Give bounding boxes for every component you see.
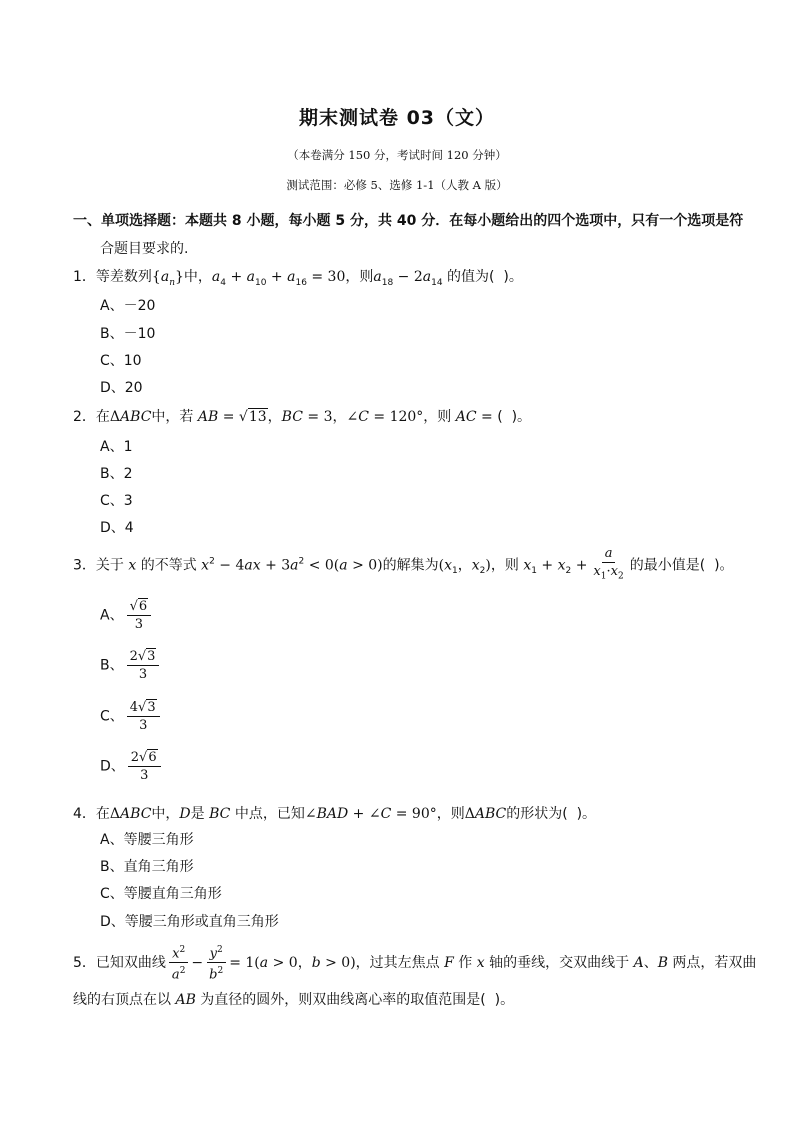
question-4-stem: 4．在ΔABC中，D是 BC 中点，已知∠BAD + ∠C = 90°，则ΔABC的形状为( )。 <box>73 806 597 822</box>
question-5-stem: 5．已知双曲线 $\frac{x^2}{a^2}$ − $\frac{y^2}{b^2}$ = 1(a > 0，b > 0)，过其左焦点 F 作 x 轴的垂线，交双曲线于 A、B 两点，若双曲 <box>73 942 756 984</box>
question-1-option-a: A、－20 <box>100 298 156 314</box>
question-3-option-c: C、 $\frac{4√3}{3}$ <box>100 699 163 734</box>
question-4-option-c: C、等腰直角三角形 <box>100 886 222 902</box>
question-4-option-a: A、等腰三角形 <box>100 832 194 848</box>
question-2-option-a: A、1 <box>100 439 133 455</box>
question-3-option-b: B、 $\frac{2√3}{3}$ <box>100 648 162 683</box>
question-1-option-c: C、10 <box>100 353 142 369</box>
question-1-stem: 1．等差数列$\{a_n\}$中，$a_4 + a_{10} + a_{16} = 30$，则$a_{18} - 2a_{14}$ 的值为( )。 <box>73 269 523 288</box>
question-2-option-d: D、4 <box>100 520 134 536</box>
exam-scope: 测试范围：必修 5、选修 1-1（人教 A 版） <box>286 178 508 192</box>
page-title: 期末测试卷 03（文） <box>298 107 496 129</box>
question-4-option-d: D、等腰三角形或直角三角形 <box>100 914 279 930</box>
question-5-stem-cont: 线的右顶点在以 AB 为直径的圆外，则双曲线离心率的取值范围是( )。 <box>73 992 515 1008</box>
question-3-option-d: D、 $\frac{2√6}{3}$ <box>100 749 164 784</box>
question-4-option-b: B、直角三角形 <box>100 859 194 875</box>
question-1-option-d: D、20 <box>100 380 143 396</box>
section-heading-cont: 合题目要求的. <box>100 241 189 257</box>
question-2-stem: 2．在ΔABC中，若 AB = √13，BC = 3，∠C = 120°，则 AC = ( )。 <box>73 409 532 425</box>
question-3-stem: 3．关于 x 的不等式 $x^2 - 4ax + 3a^2 < 0(a > 0)$的解集为($x_1$，$x_2$)，则 $x_1 + x_2$ + $\frac{a}{x_1\cdot x_2}$ 的最小值是( )。 <box>73 546 734 582</box>
section-heading: 一、单项选择题：本题共 8 小题，每小题 5 分，共 40 分．在每小题给出的四个选项中，只有一个选项是符 <box>73 213 744 229</box>
question-3-option-a: A、 $\frac{√6}{3}$ <box>100 598 154 633</box>
question-2-option-b: B、2 <box>100 466 133 482</box>
exam-note: （本卷满分 150 分，考试时间 120 分钟） <box>287 148 507 162</box>
question-2-option-c: C、3 <box>100 493 133 509</box>
question-1-option-b: B、－10 <box>100 326 156 342</box>
